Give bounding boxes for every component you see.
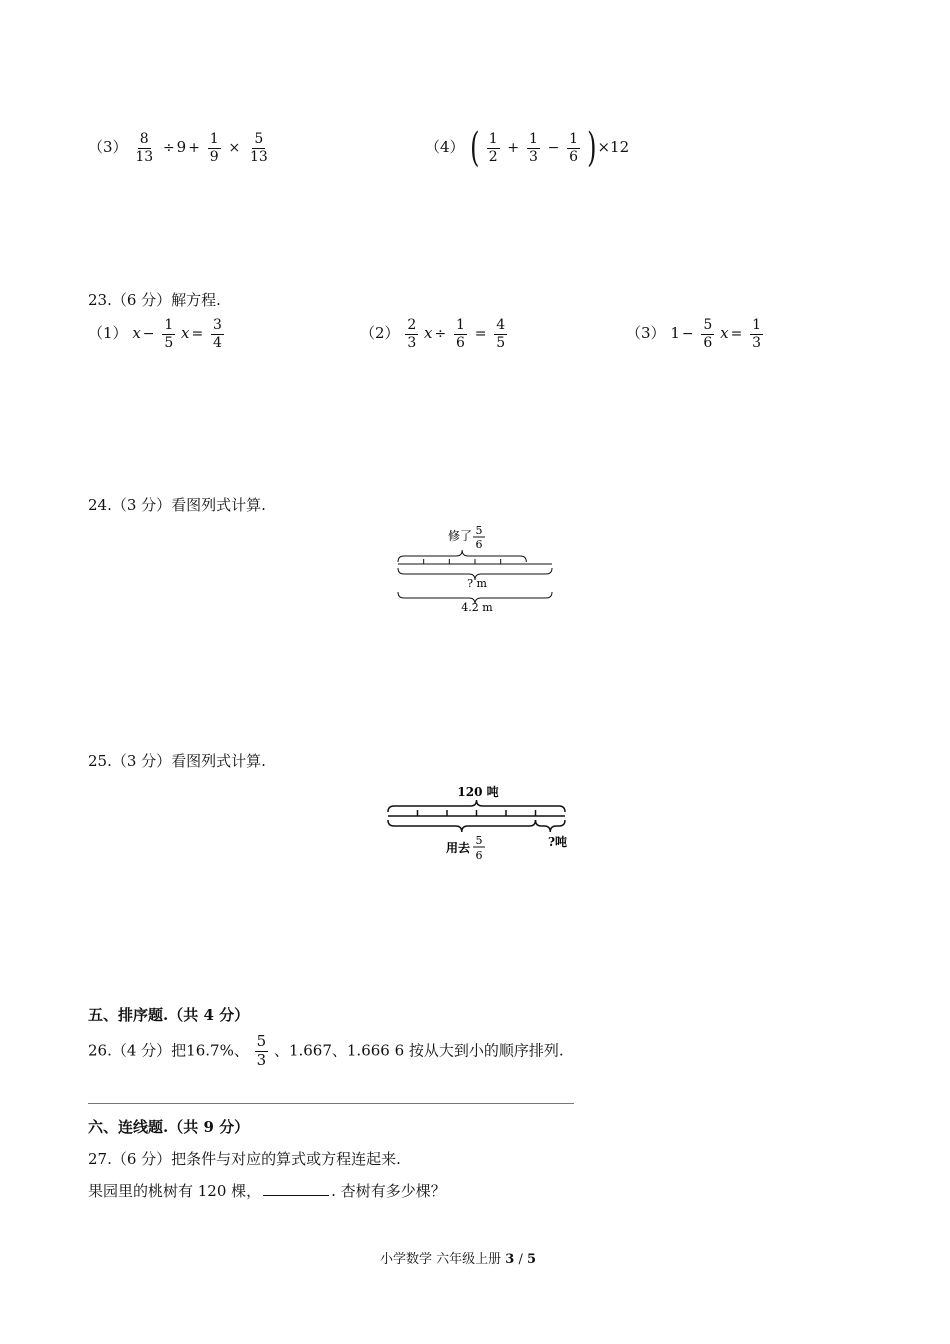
q22-part4: （4） ( $\frac{1}{2}$ + $\frac{1}{3}$ − $\frac{1}{6}$ )×12 xyxy=(425,125,630,171)
q24-title: 24.（3 分）看图列式计算. xyxy=(88,496,266,514)
q25-top-label: 120 吨 xyxy=(457,785,499,799)
fraction: $\frac{1}{6}$ xyxy=(569,130,579,165)
q25-bottom-right-brace xyxy=(535,820,565,832)
fraction: $\frac{1}{5}$ xyxy=(164,317,174,351)
q23-title: 23.（6 分）解方程. xyxy=(88,291,221,309)
q23-part2: （2） $\frac{2}{3}$ x ÷ $\frac{1}{6}$ = $\frac{4}{5}$ xyxy=(360,317,506,351)
q25-frac-den: 6 xyxy=(475,849,483,862)
q25-diagram xyxy=(380,778,580,870)
section5-title: 五、排序题.（共 4 分） xyxy=(88,1006,250,1024)
fraction: $\frac{1}{3}$ xyxy=(528,130,538,165)
q25-right-label: ?吨 xyxy=(548,835,568,849)
fraction: $\frac{1}{3}$ xyxy=(752,317,761,351)
q25-bottom-left-brace xyxy=(388,820,535,832)
q25-left-label: 用去 xyxy=(446,841,471,855)
q22-part3: （3） $\frac{8}{13}$ ÷ 9 + $\frac{1}{9}$ × $\frac{5}{13}$ xyxy=(88,131,268,165)
page-number: 3 xyxy=(505,1252,515,1267)
page-total: 5 xyxy=(527,1252,537,1267)
fraction: $\frac{1}{6}$ xyxy=(456,317,465,351)
answer-line xyxy=(88,1103,574,1104)
section6-title: 六、连线题.（共 9 分） xyxy=(88,1118,250,1136)
q23-part3: （3） 1 − $\frac{5}{6}$ x = $\frac{1}{3}$ xyxy=(626,317,761,351)
q25-frac-num: 5 xyxy=(475,834,483,847)
fraction: $\frac{1}{2}$ xyxy=(488,130,498,165)
q26: 26.（4 分）把16.7%、 $\frac{5}{3}$ 、1.667、1.666 6 按从大到小的顺序排列. xyxy=(88,1032,564,1069)
q27-title: 27.（6 分）把条件与对应的算式或方程连起来. xyxy=(88,1150,401,1168)
q24-frac-den: 6 xyxy=(475,538,483,551)
q23-part1: （1） x − $\frac{1}{5}$ x = $\frac{3}{4}$ xyxy=(88,317,222,351)
q24-frac-num: 5 xyxy=(475,524,483,537)
fraction: $\frac{3}{4}$ xyxy=(213,317,222,351)
fraction: $\frac{1}{9}$ xyxy=(209,131,219,165)
fraction: $\frac{5}{6}$ xyxy=(703,317,713,351)
q24-diagram xyxy=(380,518,570,618)
q24-ticks xyxy=(424,559,501,564)
q24-top-brace xyxy=(398,550,526,562)
q24-mid-label: ? m xyxy=(467,577,487,590)
page-footer: 小学数学 六年级上册 3 / 5 xyxy=(380,1252,537,1267)
fill-blank[interactable] xyxy=(263,1181,329,1196)
fraction: $\frac{2}{3}$ xyxy=(407,317,417,351)
fraction: $\frac{5}{3}$ xyxy=(256,1032,267,1069)
q25-ticks xyxy=(418,810,536,816)
fraction: $\frac{8}{13}$ xyxy=(135,131,154,165)
fraction: $\frac{5}{13}$ xyxy=(249,131,268,165)
q25-title: 25.（3 分）看图列式计算. xyxy=(88,752,266,770)
q24-bottom-label: 4.2 m xyxy=(461,601,493,614)
fraction: $\frac{4}{5}$ xyxy=(496,317,506,351)
q27-line: 果园里的桃树有 120 棵， . 杏树有多少棵？ xyxy=(88,1182,446,1200)
q24-top-label: 修了 xyxy=(448,529,473,543)
